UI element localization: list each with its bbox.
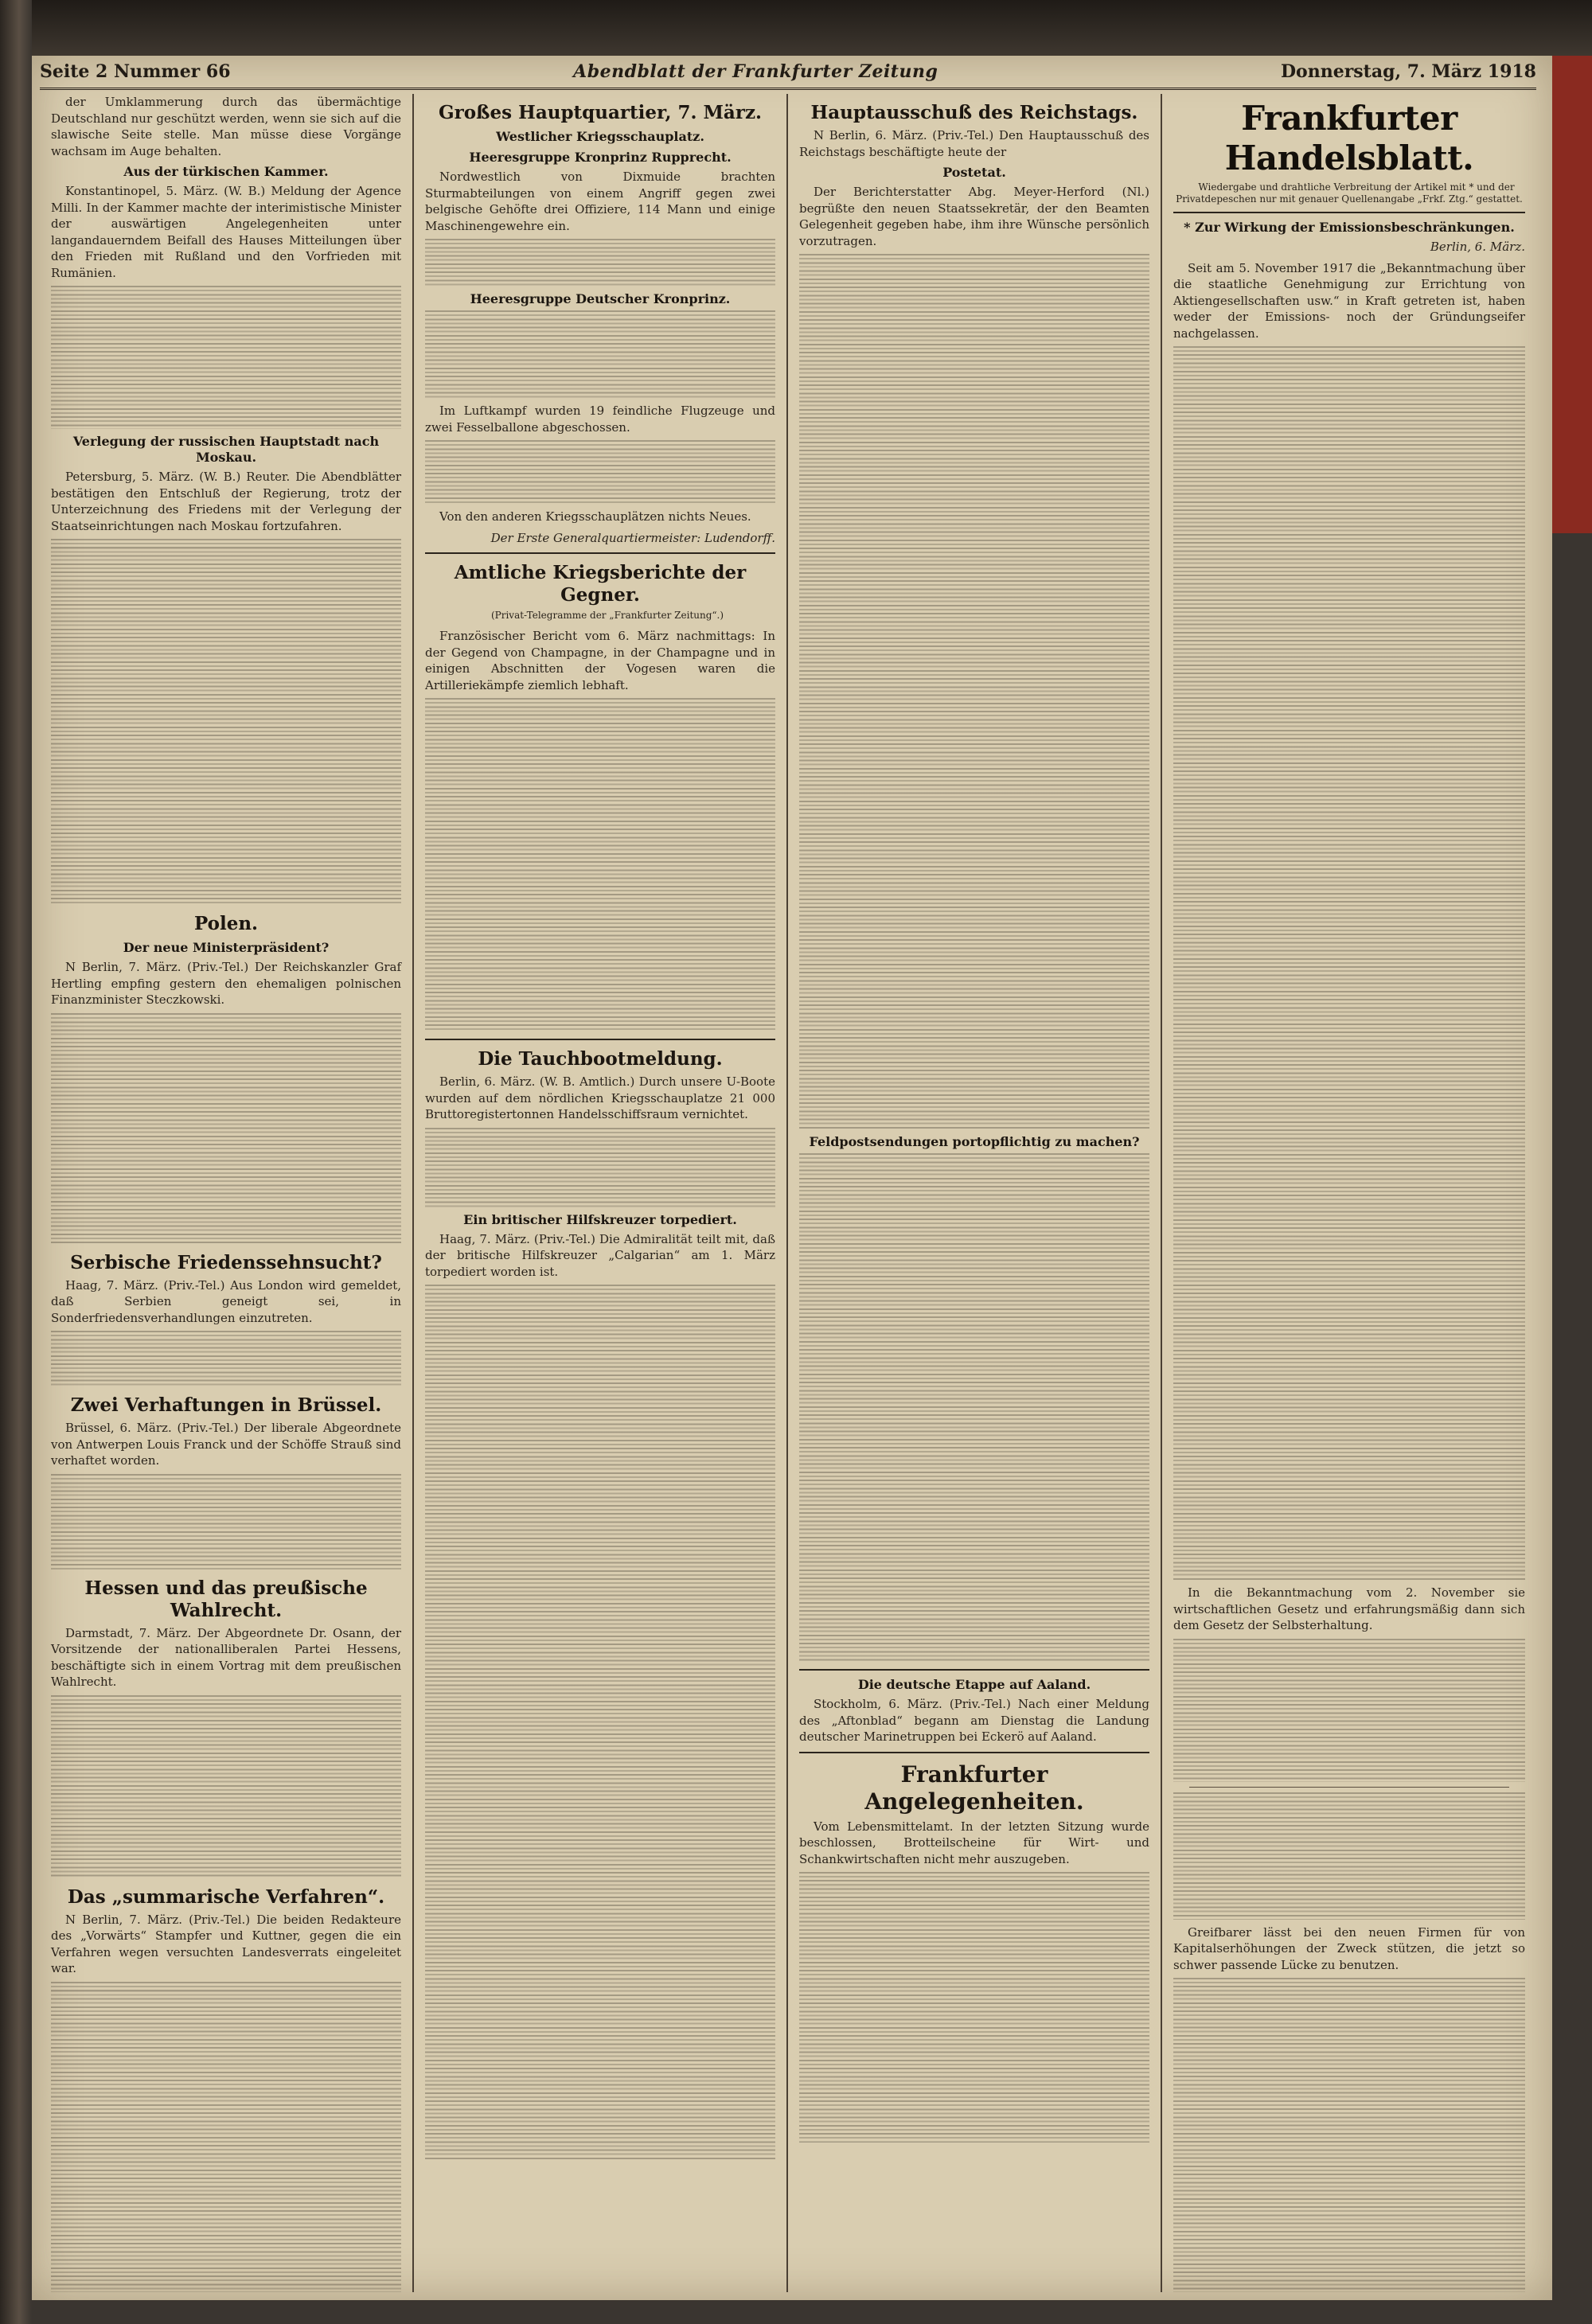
article-body: Brüssel, 6. März. (Priv.-Tel.) Der liberale Abgeordnete von Antwerpen Louis Franck und der Schöffe Strauß sind verhaftet worden. xyxy=(51,1421,401,1468)
article-text-block xyxy=(1173,1792,1525,1920)
article-body: Der Berichterstatter Abg. Meyer-Herford (Nl.) begrüßte den neuen Staatssekretär, der den Beamten Gelegenheit gegeben habe, ihm ihre Wünsche persönlich vorzutragen. xyxy=(799,185,1149,248)
article-subheading: (Privat-Telegramme der „Frankfurter Zeitung“.) xyxy=(490,610,724,621)
issue-date: Donnerstag, 7. März 1918 xyxy=(1280,61,1536,82)
column-4 xyxy=(1162,94,1536,2292)
article-text-block xyxy=(1173,346,1525,1580)
article-heading: Hessen und das preußische Wahlrecht. xyxy=(84,1577,368,1621)
article-text-block xyxy=(1173,1639,1525,1782)
article-body: N Berlin, 7. März. (Priv.-Tel.) Die beiden Redakteure des „Vorwärts“ Stampfer und Kuttner, gegen die ein Verfahren wegen versuchten Landesverrats eingeleitet war. xyxy=(51,1912,401,1975)
article-body: Konstantinopel, 5. März. (W. B.) Meldung der Agence Milli. In der Kammer machte der interimistische Minister der auswärtigen Angelegenheiten unter langandauerndem Beifall des Hauses Mitteilungen über den Frieden mit Rußland und den Vorfrieden mit Rumänien. xyxy=(51,184,401,280)
article-heading: Frankfurter Angelegenheiten. xyxy=(864,1761,1084,1815)
dateline: Berlin, 6. März. xyxy=(1430,240,1525,254)
section-divider xyxy=(1173,212,1525,213)
article-heading: Polen. xyxy=(193,913,259,934)
column-2 xyxy=(414,94,788,2292)
article-text-block xyxy=(799,1153,1149,1663)
article-heading: Zwei Verhaftungen in Brüssel. xyxy=(70,1394,382,1416)
article-heading: Serbische Friedenssehnsucht? xyxy=(70,1251,382,1273)
photo-top-edge xyxy=(0,0,1592,56)
article-text-block xyxy=(51,539,401,905)
article-heading: Verlegung der russischen Hauptstadt nach Moskau. xyxy=(72,434,380,465)
article-heading: Amtliche Kriegsberichte der Gegner. xyxy=(454,562,747,606)
article-body: Stockholm, 6. März. (Priv.-Tel.) Nach einer Meldung des „Aftonblad“ begann am Dienstag die Landung deutscher Marinetruppen bei Eckerö auf Aaland. xyxy=(799,1697,1149,1744)
article-text-block xyxy=(425,698,775,1032)
article-heading: Die Tauchbootmeldung. xyxy=(478,1048,723,1070)
masthead: Abendblatt der Frankfurter Zeitung xyxy=(573,61,938,82)
article-subheading: Westlicher Kriegsschauplatz. xyxy=(496,129,704,144)
article-body: Haag, 7. März. (Priv.-Tel.) Aus London wird gemeldet, daß Serbien geneigt sei, in Sonderfriedensverhandlungen einzutreten. xyxy=(51,1277,401,1325)
item-divider xyxy=(1189,1787,1509,1788)
article-body: Vom Lebensmittelamt. In der letzten Sitzung wurde beschlossen, Brotteilscheine für Wirt- und Schankwirtschaften nicht mehr auszugeben. xyxy=(799,1819,1149,1866)
article-text-block xyxy=(51,1331,401,1386)
section-divider xyxy=(799,1752,1149,1753)
article-text-block xyxy=(425,239,775,287)
article-text-block xyxy=(425,310,775,398)
article-heading: * Zur Wirkung der Emissionsbeschränkungen. xyxy=(1184,220,1515,235)
article-columns xyxy=(40,94,1536,2292)
article-body: In die Bekanntmachung vom 2. November sie wirtschaftlichen Gesetz und erfahrungsmäßig dann sich dem Gesetz der Selbsterhaltung. xyxy=(1173,1585,1525,1632)
article-body: Greifbarer lässt bei den neuen Firmen für von Kapitalserhöhungen der Zweck stützen, die jetzt so schwer passende Lücke zu benutzen. xyxy=(1173,1924,1525,1972)
article-body: Im Luftkampf wurden 19 feindliche Flugzeuge und zwei Fesselballone abgeschossen. xyxy=(425,404,775,435)
page-number: Seite 2 Nummer 66 xyxy=(40,61,231,82)
article-text-block xyxy=(1173,1978,1525,2292)
book-binding xyxy=(0,0,32,2324)
article-subheading: Ein britischer Hilfskreuzer torpediert. xyxy=(463,1211,737,1227)
article-body: N Berlin, 7. März. (Priv.-Tel.) Der Reichskanzler Graf Hertling empfing gestern den ehemaligen polnischen Finanzminister Steczkowski. xyxy=(51,960,401,1007)
article-body: N Berlin, 6. März. (Priv.-Tel.) Den Hauptausschuß des Reichstags beschäftigte heute der xyxy=(799,128,1149,159)
page-header xyxy=(40,56,1536,90)
article-continuation: der Umklammerung durch das übermächtige Deutschland nur geschützt werden, wenn sie sich auf die slawische Seite stelle. Man müsse diese Vorgänge wachsam im Auge behalten. xyxy=(51,95,401,158)
article-body: Petersburg, 5. März. (W. B.) Reuter. Die Abendblätter bestätigen den Entschluß der Regierung, trotz der Unterzeichnung des Friedens mit der Verlegung der Staatseinrichtungen nach Moskau fortzufahren. xyxy=(51,470,401,533)
article-heading: Großes Hauptquartier, 7. März. xyxy=(438,102,763,123)
article-body: Französischer Bericht vom 6. März nachmittags: In der Gegend von Champagne, in der Champagne und in einigen Abschnitten der Vogesen waren die Artilleriekämpfe ziemlich lebhaft. xyxy=(425,629,775,692)
section-divider xyxy=(425,552,775,554)
article-heading: Aus der türkischen Kammer. xyxy=(123,164,329,179)
article-body: Berlin, 6. März. (W. B. Amtlich.) Durch unsere U-Boote wurden auf dem nördlichen Kriegsschauplatze 21 000 Bruttoregistertonnen Handelsschiffsraum vernichtet. xyxy=(425,1074,775,1121)
article-body: Seit am 5. November 1917 die „Bekanntmachung über die staatliche Genehmigung zur Errichtung von Aktiengesellschaften usw.“ in Kraft getreten ist, haben weder der Emissions- noch der Gründungseifer nachgelassen. xyxy=(1173,260,1525,341)
article-body: Nordwestlich von Dixmuide brachten Sturmabteilungen von einem Angriff gegen zwei belgische Gehöfte drei Offiziere, 114 Mann und einige Maschinengewehre ein. xyxy=(425,170,775,233)
article-subheading: Feldpostsendungen portopflichtig zu machen? xyxy=(809,1134,1140,1149)
article-body: Haag, 7. März. (Priv.-Tel.) Die Admiralität teilt mit, daß der britische Hilfskreuzer „Calgarian“ am 1. März torpediert worden ist. xyxy=(425,1231,775,1279)
column-3 xyxy=(788,94,1162,2292)
section-title: Frankfurter Handelsblatt. xyxy=(1224,99,1474,177)
article-heading: Die deutsche Etappe auf Aaland. xyxy=(857,1677,1091,1692)
article-text-block xyxy=(51,286,401,429)
article-text-block xyxy=(425,1128,775,1207)
article-text-block xyxy=(799,1872,1149,2143)
article-text-block xyxy=(51,1695,401,1878)
article-subheading: Der neue Ministerpräsident? xyxy=(123,940,330,955)
article-heading: Hauptausschuß des Reichstags. xyxy=(810,102,1138,123)
article-text-block xyxy=(51,1013,401,1244)
column-1 xyxy=(40,94,414,2292)
article-body: Von den anderen Kriegsschauplätzen nichts Neues. xyxy=(439,509,751,524)
section-divider xyxy=(425,1039,775,1040)
army-group-heading: Heeresgruppe Deutscher Kronprinz. xyxy=(470,291,731,306)
article-text-block xyxy=(425,1285,775,2160)
army-group-heading: Heeresgruppe Kronprinz Rupprecht. xyxy=(469,150,732,165)
copyright-notice: Wiedergabe und drahtliche Verbreitung der Artikel mit * und der Privatdepeschen nur mit genauer Quellenangabe „Frkf. Ztg.“ gestattet. xyxy=(1176,181,1523,205)
article-text-block xyxy=(51,1474,401,1569)
article-body: Darmstadt, 7. März. Der Abgeordnete Dr. Osann, der Vorsitzende der nationalliberalen Partei Hessens, beschäftigte sich in einem Vortrag mit dem preußischen Wahlrecht. xyxy=(51,1625,401,1689)
signature-line: Der Erste Generalquartiermeister: Ludendorff. xyxy=(490,530,775,545)
section-divider xyxy=(799,1669,1149,1671)
archive-tab xyxy=(1552,56,1592,533)
article-subheading: Postetat. xyxy=(942,165,1006,180)
article-heading: Das „summarische Verfahren“. xyxy=(67,1885,385,1908)
article-text-block xyxy=(799,254,1149,1129)
article-text-block xyxy=(51,1982,401,2293)
article-text-block xyxy=(425,440,775,504)
